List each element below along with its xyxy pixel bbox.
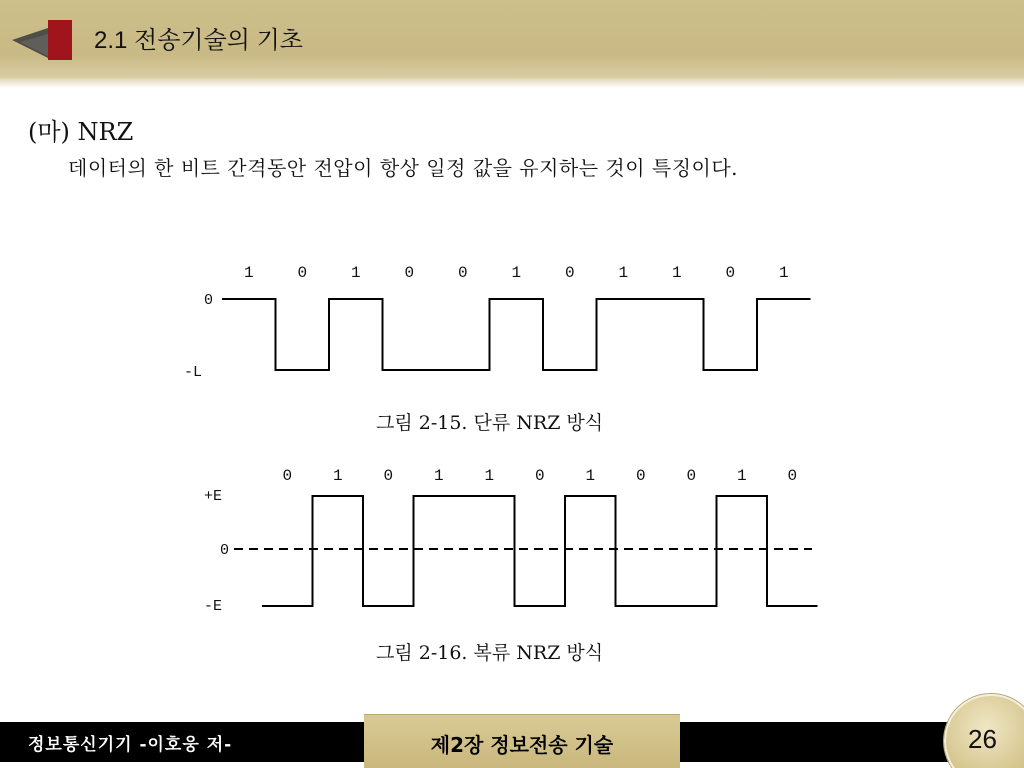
figure1-bit-label: 1 [511, 264, 522, 282]
figure1-level-low-label: -L [184, 364, 203, 381]
figure2-level-high-label: +E [204, 488, 223, 505]
section-heading: (마) NRZ [28, 118, 134, 146]
figure2-bit-label: 0 [635, 467, 646, 485]
footer-chapter-box [364, 714, 680, 768]
figure1-level-zero-label: 0 [204, 292, 214, 309]
figure2-level-low-label: -E [204, 598, 223, 615]
figure1-bit-label: 0 [725, 264, 736, 282]
figure-bipolar-nrz [196, 460, 826, 620]
figure1-bit-label: 0 [404, 264, 415, 282]
figure1-bit-label: 1 [618, 264, 629, 282]
footer-book-label: 정보통신기기 -이호웅 저- [28, 735, 233, 755]
figure1-bit-label: 1 [778, 264, 789, 282]
figure2-bit-label: 1 [332, 467, 343, 485]
footer-chapter-label: 제2장 정보전송 기술 [430, 733, 614, 757]
title-ornament-icon [12, 18, 76, 62]
figure1-waveform [222, 299, 811, 370]
figure1-bit-label: 0 [564, 264, 575, 282]
figure2-waveform [262, 496, 818, 606]
figure-unipolar-nrz [180, 255, 840, 385]
figure1-caption: 그림 2-15. 단류 NRZ 방식 [376, 412, 604, 434]
figure1-bit-label: 1 [671, 264, 682, 282]
figure2-bit-label: 0 [787, 467, 798, 485]
slide-title: 2.1 전송기술의 기초 [94, 27, 303, 54]
figure2-bit-label: 0 [383, 467, 394, 485]
figure2-bit-label: 1 [585, 467, 596, 485]
figure2-caption: 그림 2-16. 복류 NRZ 방식 [376, 642, 604, 664]
figure2-level-zero-label: 0 [220, 542, 230, 559]
figure2-bit-label: 0 [282, 467, 293, 485]
page-number: 26 [968, 724, 997, 754]
figure1-bit-label: 1 [243, 264, 254, 282]
figure2-bit-label: 0 [534, 467, 545, 485]
figure2-bit-label: 0 [686, 467, 697, 485]
header-shadow [0, 78, 1024, 88]
section-description: 데이터의 한 비트 간격동안 전압이 항상 일정 값을 유지하는 것이 특징이다. [68, 156, 739, 180]
figure1-bit-labels [244, 264, 789, 282]
figure2-bit-label: 1 [736, 467, 747, 485]
figure2-bit-labels [282, 467, 797, 485]
figure1-bit-label: 0 [297, 264, 308, 282]
figure1-bit-label: 0 [457, 264, 468, 282]
figure1-bit-label: 1 [350, 264, 361, 282]
figure2-bit-label: 1 [433, 467, 444, 485]
figure2-bit-label: 1 [484, 467, 495, 485]
